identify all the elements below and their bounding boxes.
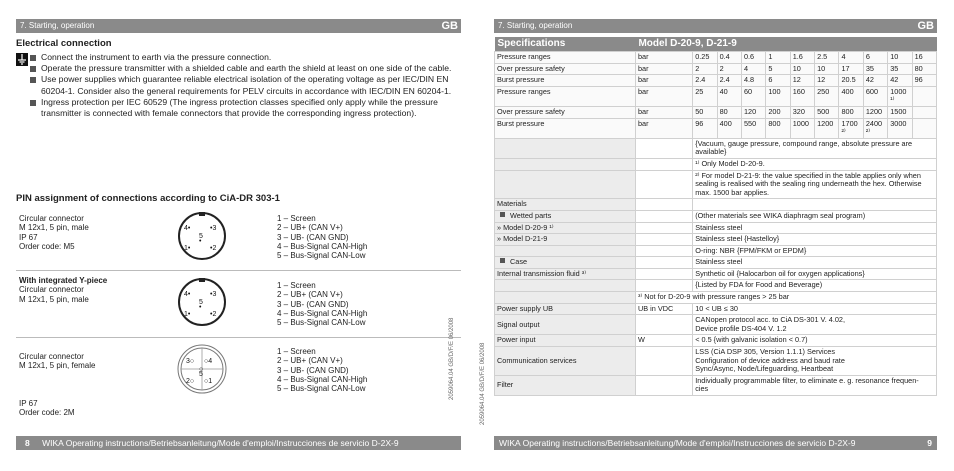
unit: bar [635, 52, 692, 64]
pressure-row [495, 75, 937, 87]
left-lang-badge: GB [441, 20, 458, 32]
value: 1 [766, 52, 790, 64]
svg-text:4•: 4• [184, 291, 191, 298]
material-value: {Listed by FDA for Food and Beverage) [693, 280, 937, 292]
pin-label: 1 – Screen [277, 281, 316, 290]
material-value: Stainless steel [693, 222, 937, 234]
right-side-doc-code: 2059064.04 GB/D/F/E 06/2008 [480, 342, 486, 425]
value: 10 [888, 52, 912, 64]
materials-row [495, 222, 937, 234]
unit: bar [635, 63, 692, 75]
pin-label: 1 – Screen [277, 214, 316, 223]
row-label: Over pressure safety [495, 63, 636, 75]
row-label: Power input [495, 335, 636, 347]
row-label: Burst pressure [495, 75, 636, 87]
value: 80 [717, 106, 741, 118]
bullet-item: Connect the instrument to earth via the pressure connection. [29, 52, 461, 63]
pin-label: 3 – UB- (CAN GND) [277, 365, 349, 375]
svg-text:2○: 2○ [186, 378, 195, 385]
value: 4.8 [741, 75, 765, 87]
pin-label: 5 – Bus-Signal CAN-Low [277, 384, 366, 394]
right-lang-badge: GB [917, 20, 934, 32]
note-text: ²⁾ For model D-21-9: the value specified in the table applies only when sealing is realised with the sealing ring underneath the hex. Otherwise max. 1500 bar applies. [693, 170, 937, 199]
pressure-row [495, 118, 937, 138]
pressure-row [495, 106, 937, 118]
svg-text:•3: •3 [210, 291, 217, 298]
value: 1200 [863, 106, 887, 118]
connector-desc: Circular connector [19, 214, 84, 223]
value: 2.5 [815, 52, 839, 64]
electrical-connection-heading: Electrical connection [16, 38, 112, 49]
pin-label: 2 – UB+ (CAN V+) [277, 356, 343, 366]
value [912, 86, 936, 106]
svg-text:5: 5 [199, 299, 203, 306]
wetted-parts-note: (Other materials see WIKA diaphragm seal program) [693, 210, 937, 222]
value: 1700 ²⁾ [839, 118, 863, 138]
note-row [495, 138, 937, 158]
spec-row [495, 335, 937, 347]
right-section-title: 7. Starting, operation [498, 21, 573, 30]
value: 1000 ¹⁾ [888, 86, 912, 106]
value: 1200 [815, 118, 839, 138]
left-section-title: 7. Starting, operation [20, 21, 95, 30]
value: 3000 [888, 118, 912, 138]
spec-row [495, 347, 937, 376]
value: 1000 [790, 118, 814, 138]
connector-desc: M 12x1, 5 pin, male [19, 223, 89, 233]
spec-value: CANopen protocol acc. to CiA DS-301 V. 4.02, Device profile DS-404 V. 1.2 [693, 315, 937, 335]
svg-text:4•: 4• [184, 225, 191, 232]
value: 160 [790, 86, 814, 106]
value: 120 [741, 106, 765, 118]
pressure-row [495, 86, 937, 106]
materials-row [495, 268, 937, 280]
pin-label: 2 – UB+ (CAN V+) [277, 290, 343, 300]
connector-order-code: Order code: 2M [19, 408, 75, 418]
value: 96 [693, 118, 717, 138]
material-value: Stainless steel [693, 257, 937, 269]
connector-desc: Circular connector [19, 352, 84, 361]
value: 12 [815, 75, 839, 87]
right-page-number: 9 [927, 438, 932, 448]
materials-row [495, 210, 937, 222]
value: 2 [717, 63, 741, 75]
materials-row [495, 257, 937, 269]
bullet-square-icon [500, 212, 505, 217]
value: 0.6 [741, 52, 765, 64]
bullet-item: Use power supplies which guarantee reliable electrical isolation of the operating voltage as per IEC/DIN EN 60204-1. Consider also the general requirements for PELV circuits in accordance with IEC/DIN EN 60204-1. [29, 74, 461, 96]
value: 320 [790, 106, 814, 118]
female-connector-diagram-icon [176, 343, 228, 395]
value: 10 [790, 63, 814, 75]
unit [635, 347, 692, 376]
value: 2 [693, 63, 717, 75]
materials-row [495, 245, 937, 257]
model-label: » Model D-21-9 [495, 234, 636, 246]
svg-text:1•: 1• [184, 245, 191, 252]
value: 200 [766, 106, 790, 118]
pin-label: 4 – Bus-Signal CAN-High [277, 308, 368, 318]
connector-desc: M 12x1, 5 pin, female [19, 361, 96, 371]
pin-label: 2 – UB+ (CAN V+) [277, 223, 343, 233]
row-label: Power supply UB [495, 303, 636, 315]
unit: bar [635, 75, 692, 87]
unit: bar [635, 86, 692, 106]
spec-title: Specifications [495, 37, 636, 52]
y-piece-connector-diagram-icon [177, 276, 227, 328]
svg-text:5: 5 [199, 233, 203, 240]
value: 42 [888, 75, 912, 87]
svg-text:•3: •3 [210, 225, 217, 232]
row-label: Burst pressure [495, 118, 636, 138]
value: 0.4 [717, 52, 741, 64]
note-row [495, 292, 937, 304]
left-page-number: 8 [25, 438, 30, 448]
connector-desc: IP 67 [19, 399, 38, 408]
pin-label: 5 – Bus-Signal CAN-Low [277, 318, 366, 328]
value: 800 [839, 106, 863, 118]
value: 1.6 [790, 52, 814, 64]
pin-label: 3 – UB- (CAN GND) [277, 299, 349, 309]
value: 2.4 [717, 75, 741, 87]
value: 550 [741, 118, 765, 138]
value: 42 [863, 75, 887, 87]
spec-row [495, 303, 937, 315]
pin-label: 4 – Bus-Signal CAN-High [277, 374, 368, 384]
pin-label: 1 – Screen [277, 347, 316, 356]
svg-text:•: • [199, 304, 202, 311]
materials-row [495, 199, 937, 211]
specifications-table [494, 37, 937, 396]
svg-text:○4: ○4 [204, 358, 213, 365]
row-label: Pressure ranges [495, 52, 636, 64]
left-side-doc-code: 2059064.04 GB/D/F/E 06/2008 [449, 317, 455, 400]
value: 96 [912, 75, 936, 87]
row-label: Over pressure safety [495, 106, 636, 118]
connector-desc: IP 67 [19, 232, 38, 242]
value [912, 106, 936, 118]
row-label: Pressure ranges [495, 86, 636, 106]
value: 6 [766, 75, 790, 87]
unit: W [635, 335, 692, 347]
row-label: Communication services [495, 347, 636, 376]
pin-label: 3 – UB- (CAN GND) [277, 232, 349, 242]
value: 250 [815, 86, 839, 106]
left-footer-text: WIKA Operating instructions/Betriebsanleitung/Mode d'emploi/Instrucciones de servicio D-2X-9 [42, 438, 399, 448]
value: 10 [815, 63, 839, 75]
unit: UB in VDC [635, 303, 692, 315]
value: 5 [766, 63, 790, 75]
value: 12 [790, 75, 814, 87]
svg-text:○: ○ [199, 366, 204, 373]
value: 400 [717, 118, 741, 138]
svg-text:•: • [199, 238, 202, 245]
row-label: Filter [495, 375, 636, 395]
svg-text:3○: 3○ [186, 358, 195, 365]
svg-text:•2: •2 [210, 311, 217, 318]
value: 17 [839, 63, 863, 75]
value: 40 [717, 86, 741, 106]
material-value: Synthetic oil {Halocarbon oil for oxygen applications} [693, 268, 937, 280]
material-value: Stainless steel {Hastelloy} [693, 234, 937, 246]
right-header-bar [494, 19, 937, 33]
pressure-row [495, 63, 937, 75]
case-label: Case [510, 257, 528, 267]
unit [635, 375, 692, 395]
pressure-row [495, 52, 937, 64]
unit [635, 315, 692, 335]
svg-text:○1: ○1 [204, 378, 213, 385]
left-footer-bar [16, 436, 461, 450]
note-row [495, 158, 937, 170]
value: 2400 ²⁾ [863, 118, 887, 138]
note-text: {Vacuum, gauge pressure, compound range, absolute pressure are available} [693, 138, 937, 158]
value: 600 [863, 86, 887, 106]
materials-row [495, 234, 937, 246]
value: 25 [693, 86, 717, 106]
note-text: ³⁾ Not for D-20-9 with pressure ranges > 25 bar [635, 292, 936, 304]
value: 500 [815, 106, 839, 118]
spec-row [495, 315, 937, 335]
value: 6 [863, 52, 887, 64]
connector-desc: M 12x1, 5 pin, male [19, 294, 89, 304]
svg-text:•2: •2 [210, 245, 217, 252]
value: 2.4 [693, 75, 717, 87]
spec-value: Individually programmable filter, to eliminate e. g. resonance frequen- cies [693, 375, 937, 395]
note-text: ¹⁾ Only Model D-20-9. [693, 158, 937, 170]
unit: bar [635, 106, 692, 118]
svg-text:1•: 1• [184, 311, 191, 318]
value: 400 [839, 86, 863, 106]
bullet-square-icon [500, 258, 505, 263]
electrical-bullet-list [29, 52, 461, 119]
fluid-label: Internal transmission fluid ³⁾ [495, 268, 636, 280]
spec-value: LSS (CiA DSP 305, Version 1.1.1) Services Configuration of device address and baud rate Sync/Async, Node/Lifeguarding, Heartbeat [693, 347, 937, 376]
materials-heading: Materials [495, 199, 636, 211]
row-label: Signal output [495, 315, 636, 335]
value: 4 [741, 63, 765, 75]
value: 1500 [888, 106, 912, 118]
value: 800 [766, 118, 790, 138]
value [912, 118, 936, 138]
value: 100 [766, 86, 790, 106]
ground-symbol-icon [16, 53, 28, 66]
connector-order-code: Order code: M5 [19, 241, 75, 251]
value: 16 [912, 52, 936, 64]
spec-value: < 0.5 {with galvanic isolation < 0.7) [693, 335, 937, 347]
value: 80 [912, 63, 936, 75]
connector-feature: With integrated Y-piece [19, 276, 108, 285]
value: 60 [741, 86, 765, 106]
model-label: » Model D-20-9 ¹⁾ [495, 222, 636, 234]
left-header-bar [16, 19, 461, 33]
value: 20.5 [839, 75, 863, 87]
spec-row [495, 375, 937, 395]
value: 4 [839, 52, 863, 64]
pin-label: 5 – Bus-Signal CAN-Low [277, 251, 366, 261]
spec-value: 10 < UB ≤ 30 [693, 303, 937, 315]
value: 50 [693, 106, 717, 118]
value: 35 [888, 63, 912, 75]
material-value: O-ring: NBR {FPM/FKM or EPDM} [693, 245, 937, 257]
svg-text:5: 5 [199, 371, 203, 378]
value: 0.25 [693, 52, 717, 64]
right-footer-text: WIKA Operating instructions/Betriebsanleitung/Mode d'emploi/Instrucciones de servicio D-2X-9 [499, 438, 856, 448]
connector-desc: Circular connector [19, 285, 84, 295]
bullet-item: Ingress protection per IEC 60529 (The ingress protection classes specified only apply while the pressure transmitter is connected with female connectors that provide the corresponding ingress protection). [29, 97, 461, 119]
unit: bar [635, 118, 692, 138]
pin-assignment-heading: PIN assignment of connections according to CiA-DR 303-1 [16, 193, 280, 204]
bullet-item: Operate the pressure transmitter with a shielded cable and earth the shield at least on one side of the cable. [29, 63, 461, 74]
value: 35 [863, 63, 887, 75]
materials-row [495, 280, 937, 292]
male-connector-diagram-icon [177, 210, 227, 262]
model-title: Model D-20-9, D-21-9 [635, 37, 936, 52]
pin-label: 4 – Bus-Signal CAN-High [277, 241, 368, 251]
wetted-parts-label: Wetted parts [510, 210, 552, 220]
right-footer-bar [494, 436, 937, 450]
note-row [495, 170, 937, 199]
